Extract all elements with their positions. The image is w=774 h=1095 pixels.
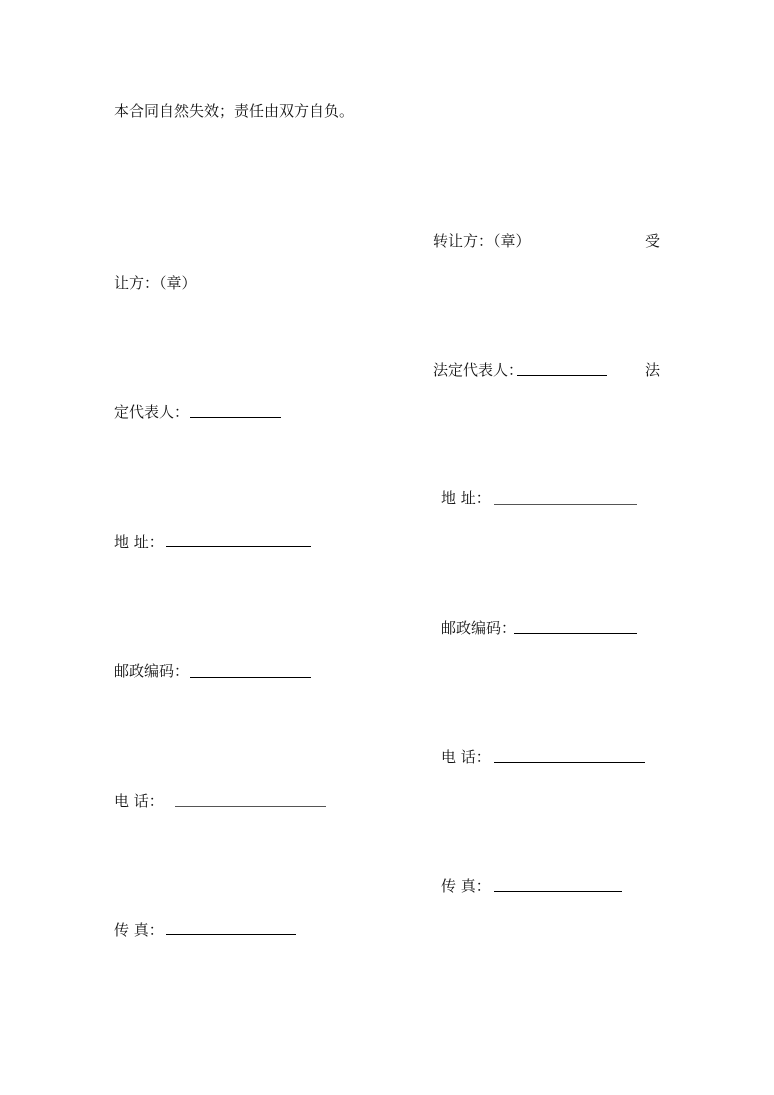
transferor-address-blank xyxy=(494,504,637,505)
transferor-address-label: 地 址： xyxy=(441,489,491,507)
transferee-phone-label: 电 话： xyxy=(114,792,164,810)
transferee-fax-blank xyxy=(166,934,296,935)
transferee-seal-label: 让方：（章） xyxy=(114,274,197,292)
transferor-postcode-label: 邮政编码： xyxy=(441,619,517,637)
transferee-legal-rep-prefix: 法 xyxy=(645,361,661,379)
transferee-phone-blank xyxy=(175,806,326,807)
transferee-postcode-blank xyxy=(190,677,311,678)
transferee-address-blank xyxy=(166,546,311,547)
transferee-legal-rep-label: 定代表人： xyxy=(114,403,190,421)
transferee-legal-rep-blank xyxy=(190,417,281,418)
transferee-postcode-label: 邮政编码： xyxy=(114,662,190,680)
transferee-address-label: 地 址： xyxy=(114,533,164,551)
transferee-seal-prefix: 受 xyxy=(645,232,661,250)
transferor-phone-blank xyxy=(494,762,645,763)
transferor-seal-label: 转让方：（章） xyxy=(433,232,531,250)
transferor-legal-rep-label: 法定代表人： xyxy=(433,361,524,379)
transferor-legal-rep-blank xyxy=(517,375,607,376)
transferor-postcode-blank xyxy=(514,633,637,634)
transferor-phone-label: 电 话： xyxy=(441,748,491,766)
transferor-fax-label: 传 真： xyxy=(441,877,491,895)
opening-line: 本合同自然失效；责任由双方自负。 xyxy=(114,102,355,120)
transferee-fax-label: 传 真： xyxy=(114,921,164,939)
transferor-fax-blank xyxy=(494,891,622,892)
